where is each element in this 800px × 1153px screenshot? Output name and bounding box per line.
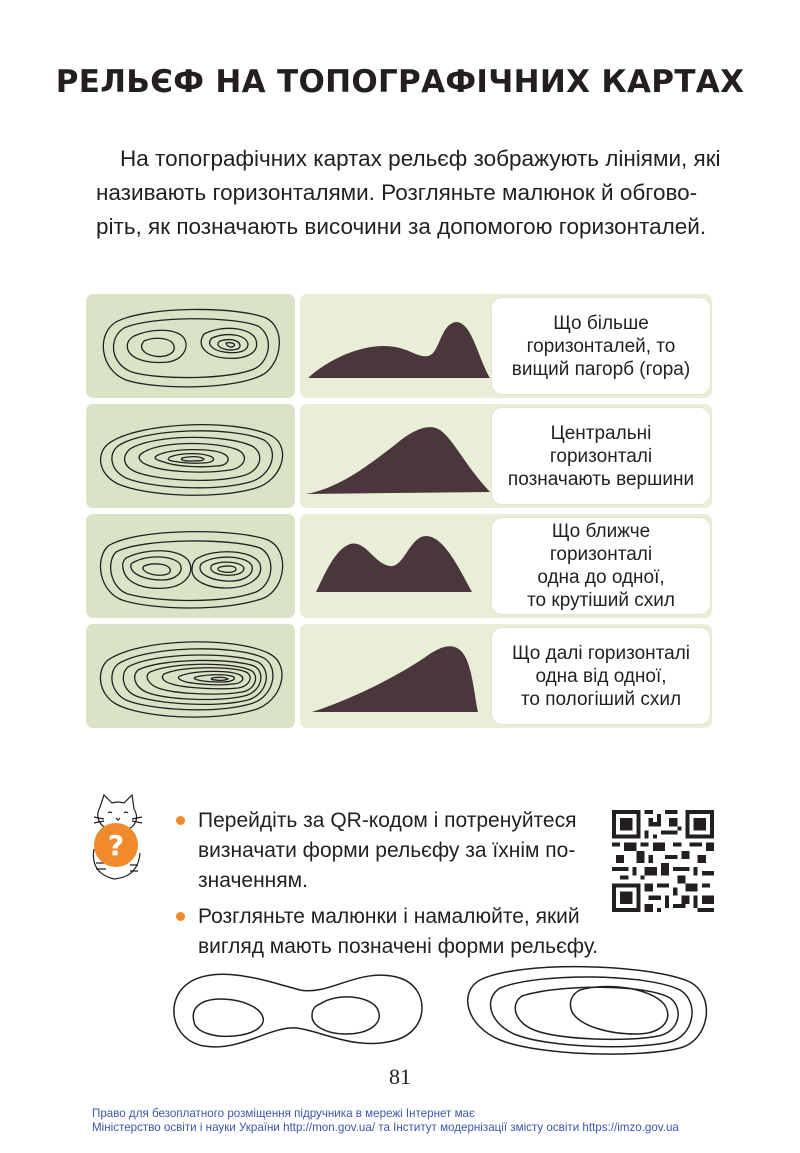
task-line: значенням. bbox=[198, 869, 308, 892]
rule-label bbox=[492, 518, 710, 614]
rule-line: Що далі горизонталі bbox=[511, 642, 691, 664]
relief-row-2 bbox=[86, 404, 712, 508]
practice-drawing-single-hill-icon bbox=[468, 967, 707, 1054]
intro-line: ріть, як позначають височини за допомогою горизонталей. bbox=[96, 214, 707, 239]
rule-line: то пологіший схил bbox=[520, 688, 682, 710]
rule-line: вищий пагорб (гора) bbox=[511, 358, 691, 380]
intro-line: називають горизонталями. Розгляньте малюнок й обгово- bbox=[96, 180, 698, 205]
rule-line: Що більше bbox=[553, 312, 649, 334]
task-list bbox=[176, 806, 616, 968]
question-glyph: ? bbox=[107, 829, 125, 862]
rule-line: позначають вершини bbox=[507, 468, 695, 490]
relief-row-4 bbox=[86, 624, 712, 728]
contour-map-cell bbox=[86, 404, 295, 508]
rule-line: одна від одної, bbox=[535, 665, 667, 687]
contour-map-cell bbox=[86, 294, 295, 398]
rule-line: горизонталей, то bbox=[526, 335, 676, 357]
practice-drawing-two-hills-icon bbox=[174, 974, 422, 1047]
relief-row-1 bbox=[86, 294, 712, 398]
intro-line: На топографічних картах рельєф зображують лініями, які bbox=[120, 146, 721, 171]
contour-map-double-peak-icon bbox=[86, 514, 295, 618]
page-number: 81 bbox=[389, 1064, 411, 1089]
task-line: Перейдіть за QR-кодом і потренуйтеся bbox=[198, 809, 577, 832]
task-line: визначати форми рельєфу за їхнім по- bbox=[198, 839, 576, 862]
contour-map-single-peak-icon bbox=[86, 404, 295, 508]
rule-line: одна до одної, bbox=[537, 567, 665, 588]
relief-row-3 bbox=[86, 514, 712, 618]
contour-map-gentle-slope-icon bbox=[86, 624, 295, 728]
footer-line: Міністерство освіти і науки України http://mon.gov.ua/ та Інститут модернізації змісту освіти https://imzo.gov.ua bbox=[92, 1121, 679, 1134]
task-line: вигляд мають позначені форми рельєфу. bbox=[198, 935, 599, 958]
task-line: Розгляньте малюнки і намалюйте, який bbox=[198, 905, 580, 928]
qr-code-icon[interactable] bbox=[612, 810, 714, 912]
rule-label bbox=[492, 408, 710, 504]
rule-line: горизонталі bbox=[549, 544, 653, 565]
rule-label bbox=[492, 298, 710, 394]
task-item bbox=[176, 902, 616, 962]
rule-line: Центральні bbox=[550, 422, 652, 444]
contour-map-cell bbox=[86, 514, 295, 618]
footer-notice bbox=[92, 1107, 792, 1135]
rule-line: горизонталі bbox=[549, 445, 653, 467]
cat-icon bbox=[86, 793, 146, 883]
rule-label bbox=[492, 628, 710, 724]
footer-line: Право для безоплатного розміщення підручника в мережі Інтернет має bbox=[92, 1107, 475, 1120]
page-title: РЕЛЬЄФ НА ТОПОГРАФІЧНИХ КАРТАХ bbox=[55, 64, 745, 100]
rule-line: то крутіший схил bbox=[527, 590, 675, 611]
practice-contour-drawings bbox=[0, 960, 800, 1060]
rule-line: Що ближче bbox=[551, 521, 651, 542]
contour-map-cell bbox=[86, 624, 295, 728]
contour-map-two-peaks-icon bbox=[86, 294, 295, 398]
task-item bbox=[176, 806, 616, 896]
intro-paragraph bbox=[96, 142, 720, 244]
